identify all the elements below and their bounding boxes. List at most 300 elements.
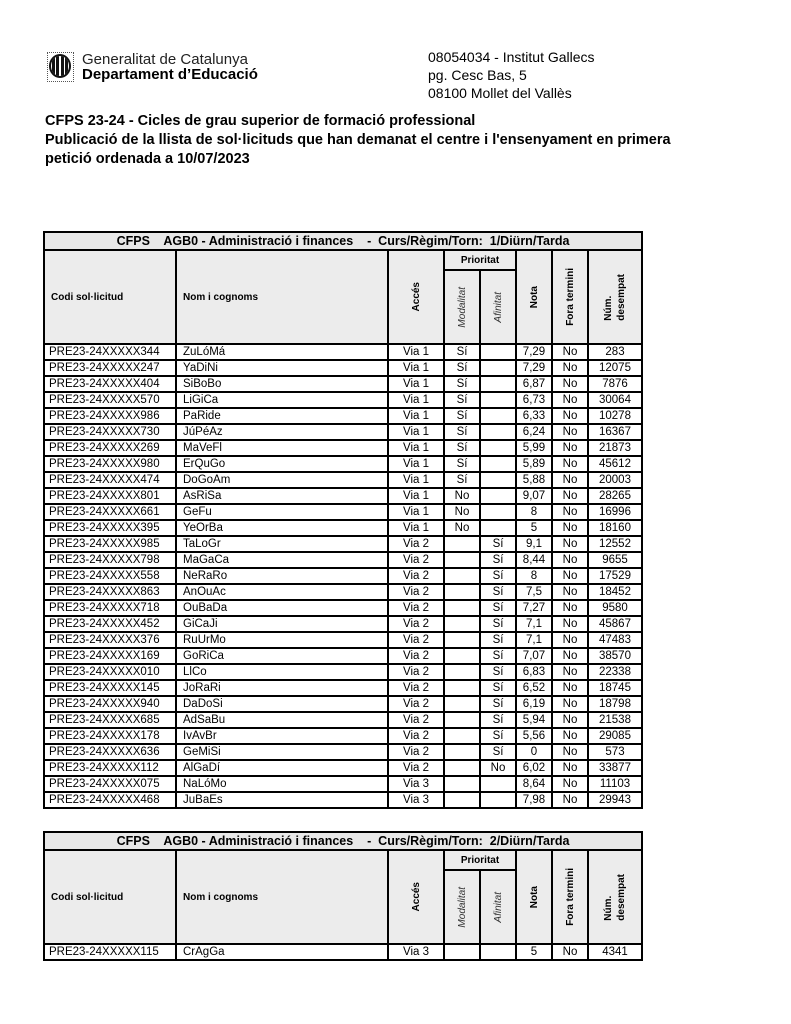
cell-late: No [552, 424, 588, 440]
cell-name: YeOrBa [176, 520, 388, 536]
cell-affinity [480, 392, 516, 408]
col-header-affinity: Afinitat [492, 291, 504, 323]
title-line-3: petició ordenada a 10/07/2023 [45, 151, 250, 167]
cell-tiebreak: 10278 [588, 408, 642, 424]
cell-code: PRE23-24XXXXX395 [44, 520, 176, 536]
cell-access: Via 2 [388, 568, 444, 584]
cell-tiebreak: 16996 [588, 504, 642, 520]
cell-tiebreak: 4341 [588, 944, 642, 960]
table-row [44, 712, 642, 728]
cell-modality [444, 632, 480, 648]
cell-tiebreak: 47483 [588, 632, 642, 648]
cell-tiebreak: 20003 [588, 472, 642, 488]
col-header-priority: Prioritat [444, 250, 516, 270]
col-header-priority: Prioritat [444, 850, 516, 870]
table-row [44, 440, 642, 456]
cell-late: No [552, 408, 588, 424]
cell-code: PRE23-24XXXXX115 [44, 944, 176, 960]
cell-modality [444, 680, 480, 696]
cell-late: No [552, 520, 588, 536]
cell-tiebreak: 9655 [588, 552, 642, 568]
table-row [44, 344, 642, 360]
cell-name: TaLoGr [176, 536, 388, 552]
cell-grade: 7,27 [516, 600, 552, 616]
cell-code: PRE23-24XXXXX269 [44, 440, 176, 456]
cell-name: YaDiNi [176, 360, 388, 376]
cell-modality [444, 712, 480, 728]
cell-late: No [552, 744, 588, 760]
cell-late: No [552, 536, 588, 552]
cell-access: Via 1 [388, 344, 444, 360]
cell-name: AnOuAc [176, 584, 388, 600]
cell-code: PRE23-24XXXXX980 [44, 456, 176, 472]
col-header-modality: Modalitat [456, 886, 468, 928]
cell-grade: 7,1 [516, 616, 552, 632]
cell-affinity: Sí [480, 536, 516, 552]
cell-tiebreak: 18798 [588, 696, 642, 712]
cell-grade: 6,33 [516, 408, 552, 424]
cell-tiebreak: 38570 [588, 648, 642, 664]
cell-tiebreak: 45612 [588, 456, 642, 472]
catalonia-emblem-icon [48, 52, 74, 82]
cell-code: PRE23-24XXXXX112 [44, 760, 176, 776]
cell-affinity: Sí [480, 680, 516, 696]
cell-code: PRE23-24XXXXX178 [44, 728, 176, 744]
cell-tiebreak: 21873 [588, 440, 642, 456]
cell-code: PRE23-24XXXXX376 [44, 632, 176, 648]
cell-affinity [480, 776, 516, 792]
cell-code: PRE23-24XXXXX636 [44, 744, 176, 760]
cell-modality [444, 728, 480, 744]
cell-code: PRE23-24XXXXX075 [44, 776, 176, 792]
cell-code: PRE23-24XXXXX452 [44, 616, 176, 632]
table-row [44, 424, 642, 440]
cell-late: No [552, 632, 588, 648]
table-row [44, 536, 642, 552]
cell-late: No [552, 696, 588, 712]
col-header-code: Codi sol·licitud [44, 850, 176, 944]
cell-grade: 8 [516, 568, 552, 584]
table-row [44, 472, 642, 488]
cell-access: Via 3 [388, 944, 444, 960]
cell-code: PRE23-24XXXXX404 [44, 376, 176, 392]
cell-affinity: Sí [480, 696, 516, 712]
table-row [44, 504, 642, 520]
cell-modality [444, 616, 480, 632]
cell-affinity: Sí [480, 744, 516, 760]
cell-affinity [480, 360, 516, 376]
cell-name: DoGoAm [176, 472, 388, 488]
col-header-code: Codi sol·licitud [44, 250, 176, 344]
cell-affinity [480, 376, 516, 392]
cell-tiebreak: 573 [588, 744, 642, 760]
cell-access: Via 2 [388, 728, 444, 744]
cell-tiebreak: 28265 [588, 488, 642, 504]
cell-name: NeRaRo [176, 568, 388, 584]
cell-late: No [552, 488, 588, 504]
cell-late: No [552, 648, 588, 664]
cell-access: Via 1 [388, 504, 444, 520]
cell-code: PRE23-24XXXXX468 [44, 792, 176, 808]
cell-affinity [480, 944, 516, 960]
cell-code: PRE23-24XXXXX344 [44, 344, 176, 360]
cell-modality: Sí [444, 392, 480, 408]
cell-grade: 6,73 [516, 392, 552, 408]
cell-grade: 7,29 [516, 360, 552, 376]
cell-code: PRE23-24XXXXX940 [44, 696, 176, 712]
cell-late: No [552, 680, 588, 696]
cell-modality [444, 648, 480, 664]
cell-modality [444, 584, 480, 600]
cell-grade: 9,07 [516, 488, 552, 504]
document-title [45, 112, 765, 169]
table-row [44, 632, 642, 648]
cell-affinity: Sí [480, 552, 516, 568]
cell-name: PaRide [176, 408, 388, 424]
cell-access: Via 1 [388, 392, 444, 408]
cell-late: No [552, 760, 588, 776]
cell-name: GoRiCa [176, 648, 388, 664]
cell-affinity [480, 472, 516, 488]
cell-modality: Sí [444, 360, 480, 376]
cell-name: JoRaRi [176, 680, 388, 696]
cell-access: Via 2 [388, 760, 444, 776]
title-line-1: CFPS 23-24 - Cicles de grau superior de formació professional [45, 113, 476, 129]
cell-access: Via 3 [388, 792, 444, 808]
table-row [44, 600, 642, 616]
cell-code: PRE23-24XXXXX474 [44, 472, 176, 488]
cell-modality: No [444, 488, 480, 504]
cell-grade: 8 [516, 504, 552, 520]
cell-affinity: Sí [480, 568, 516, 584]
cell-tiebreak: 22338 [588, 664, 642, 680]
cell-late: No [552, 392, 588, 408]
cell-modality [444, 776, 480, 792]
table-row [44, 760, 642, 776]
table-row [44, 488, 642, 504]
cell-affinity [480, 520, 516, 536]
cell-code: PRE23-24XXXXX558 [44, 568, 176, 584]
cell-affinity: Sí [480, 712, 516, 728]
cell-access: Via 1 [388, 440, 444, 456]
cell-affinity: No [480, 760, 516, 776]
cell-late: No [552, 616, 588, 632]
cell-modality [444, 744, 480, 760]
cell-tiebreak: 29943 [588, 792, 642, 808]
cell-grade: 6,87 [516, 376, 552, 392]
cell-name: LiGiCa [176, 392, 388, 408]
cell-grade: 8,64 [516, 776, 552, 792]
cell-tiebreak: 7876 [588, 376, 642, 392]
cell-affinity [480, 488, 516, 504]
col-header-grade: Nota [528, 885, 540, 909]
cell-affinity [480, 344, 516, 360]
cell-access: Via 1 [388, 456, 444, 472]
generalitat-logo [48, 52, 258, 82]
cell-access: Via 2 [388, 744, 444, 760]
cell-tiebreak: 12552 [588, 536, 642, 552]
cell-name: AdSaBu [176, 712, 388, 728]
cell-late: No [552, 728, 588, 744]
cell-grade: 6,02 [516, 760, 552, 776]
table-row [44, 456, 642, 472]
col-header-affinity: Afinitat [492, 891, 504, 923]
cell-modality [444, 664, 480, 680]
cell-name: GeFu [176, 504, 388, 520]
cell-modality: Sí [444, 424, 480, 440]
cell-tiebreak: 18452 [588, 584, 642, 600]
title-line-2: Publicació de la llista de sol·licituds que han demanat el centre i l'ensenyament en primera [45, 132, 671, 148]
cell-code: PRE23-24XXXXX661 [44, 504, 176, 520]
cell-late: No [552, 568, 588, 584]
cell-modality [444, 552, 480, 568]
cell-grade: 6,83 [516, 664, 552, 680]
cell-modality: Sí [444, 456, 480, 472]
school-name: 08054034 - Institut Gallecs [428, 49, 595, 65]
table-row [44, 376, 642, 392]
cell-access: Via 2 [388, 600, 444, 616]
cell-tiebreak: 17529 [588, 568, 642, 584]
cell-late: No [552, 440, 588, 456]
cell-modality: Sí [444, 376, 480, 392]
cell-grade: 7,07 [516, 648, 552, 664]
cell-modality [444, 568, 480, 584]
col-header-late: Fora termini [564, 868, 576, 926]
cell-affinity [480, 440, 516, 456]
cell-name: GeMiSi [176, 744, 388, 760]
cell-affinity: Sí [480, 584, 516, 600]
cell-modality: Sí [444, 472, 480, 488]
cell-code: PRE23-24XXXXX986 [44, 408, 176, 424]
cell-modality: No [444, 520, 480, 536]
cell-tiebreak: 18745 [588, 680, 642, 696]
cell-access: Via 1 [388, 520, 444, 536]
cell-grade: 7,1 [516, 632, 552, 648]
cell-grade: 6,24 [516, 424, 552, 440]
cell-late: No [552, 344, 588, 360]
table-row [44, 552, 642, 568]
cell-access: Via 1 [388, 360, 444, 376]
cell-modality [444, 944, 480, 960]
cell-grade: 5 [516, 944, 552, 960]
org-name: Generalitat de Catalunya [82, 51, 248, 68]
cell-tiebreak: 29085 [588, 728, 642, 744]
cell-late: No [552, 376, 588, 392]
cell-modality: No [444, 504, 480, 520]
cell-code: PRE23-24XXXXX010 [44, 664, 176, 680]
cell-name: AlGaDí [176, 760, 388, 776]
cell-late: No [552, 504, 588, 520]
cell-code: PRE23-24XXXXX985 [44, 536, 176, 552]
cell-affinity: Sí [480, 664, 516, 680]
cell-code: PRE23-24XXXXX145 [44, 680, 176, 696]
cell-late: No [552, 664, 588, 680]
cell-name: DaDoSi [176, 696, 388, 712]
table-row [44, 616, 642, 632]
applications-table-2 [43, 831, 643, 961]
cell-name: ErQuGo [176, 456, 388, 472]
cell-tiebreak: 45867 [588, 616, 642, 632]
cell-access: Via 1 [388, 488, 444, 504]
cell-modality [444, 536, 480, 552]
cell-modality [444, 792, 480, 808]
cell-access: Via 1 [388, 376, 444, 392]
cell-late: No [552, 944, 588, 960]
col-header-modality: Modalitat [456, 286, 468, 328]
cell-name: MaVeFl [176, 440, 388, 456]
table-row [44, 776, 642, 792]
table-row [44, 408, 642, 424]
cell-name: NaLóMo [176, 776, 388, 792]
cell-access: Via 2 [388, 648, 444, 664]
school-address [428, 48, 595, 102]
cell-grade: 5 [516, 520, 552, 536]
cell-modality: Sí [444, 440, 480, 456]
cell-access: Via 2 [388, 696, 444, 712]
cell-affinity [480, 456, 516, 472]
table-row [44, 520, 642, 536]
cell-access: Via 1 [388, 408, 444, 424]
table-row [44, 360, 642, 376]
cell-access: Via 2 [388, 536, 444, 552]
cell-late: No [552, 712, 588, 728]
cell-grade: 9,1 [516, 536, 552, 552]
cell-tiebreak: 18160 [588, 520, 642, 536]
applications-table-1 [43, 231, 643, 809]
cell-access: Via 2 [388, 632, 444, 648]
cell-grade: 7,5 [516, 584, 552, 600]
cell-grade: 6,19 [516, 696, 552, 712]
cell-modality [444, 696, 480, 712]
col-header-late: Fora termini [564, 268, 576, 326]
cell-affinity: Sí [480, 632, 516, 648]
cell-access: Via 2 [388, 680, 444, 696]
col-header-tiebreak: Núm. desempat [603, 873, 627, 921]
cell-modality: Sí [444, 344, 480, 360]
cell-late: No [552, 472, 588, 488]
cell-code: PRE23-24XXXXX247 [44, 360, 176, 376]
cell-code: PRE23-24XXXXX730 [44, 424, 176, 440]
cell-name: AsRiSa [176, 488, 388, 504]
cell-grade: 8,44 [516, 552, 552, 568]
table-row [44, 568, 642, 584]
school-city: 08100 Mollet del Vallès [428, 85, 572, 101]
col-header-tiebreak: Núm. desempat [603, 273, 627, 321]
col-header-access: Accés [410, 882, 422, 912]
cell-code: PRE23-24XXXXX718 [44, 600, 176, 616]
cell-affinity [480, 504, 516, 520]
cell-late: No [552, 456, 588, 472]
table-row [44, 648, 642, 664]
cell-grade: 0 [516, 744, 552, 760]
table-caption: CFPS AGB0 - Administració i finances - Curs/Règim/Torn: 1/Diürn/Tarda [44, 232, 642, 250]
cell-grade: 5,99 [516, 440, 552, 456]
cell-affinity [480, 792, 516, 808]
table-row [44, 744, 642, 760]
cell-grade: 5,89 [516, 456, 552, 472]
table-row [44, 680, 642, 696]
col-header-name: Nom i cognoms [176, 250, 388, 344]
table-row [44, 792, 642, 808]
cell-name: JúPéAz [176, 424, 388, 440]
cell-name: LlCo [176, 664, 388, 680]
cell-code: PRE23-24XXXXX169 [44, 648, 176, 664]
cell-grade: 5,94 [516, 712, 552, 728]
cell-late: No [552, 360, 588, 376]
cell-access: Via 2 [388, 616, 444, 632]
cell-modality: Sí [444, 408, 480, 424]
cell-modality [444, 760, 480, 776]
table-row [44, 664, 642, 680]
cell-late: No [552, 552, 588, 568]
cell-grade: 5,56 [516, 728, 552, 744]
cell-late: No [552, 600, 588, 616]
cell-tiebreak: 283 [588, 344, 642, 360]
cell-tiebreak: 11103 [588, 776, 642, 792]
col-header-name: Nom i cognoms [176, 850, 388, 944]
cell-name: SiBoBo [176, 376, 388, 392]
cell-tiebreak: 9580 [588, 600, 642, 616]
department-name: Departament d’Educació [82, 66, 258, 83]
cell-code: PRE23-24XXXXX570 [44, 392, 176, 408]
cell-grade: 7,98 [516, 792, 552, 808]
cell-access: Via 3 [388, 776, 444, 792]
cell-grade: 6,52 [516, 680, 552, 696]
cell-access: Via 1 [388, 472, 444, 488]
col-header-access: Accés [410, 282, 422, 312]
col-header-grade: Nota [528, 285, 540, 309]
cell-code: PRE23-24XXXXX863 [44, 584, 176, 600]
cell-code: PRE23-24XXXXX685 [44, 712, 176, 728]
cell-affinity: Sí [480, 616, 516, 632]
cell-name: RuUrMo [176, 632, 388, 648]
cell-late: No [552, 584, 588, 600]
table-row [44, 728, 642, 744]
cell-late: No [552, 792, 588, 808]
cell-affinity: Sí [480, 648, 516, 664]
table-row [44, 392, 642, 408]
school-street: pg. Cesc Bas, 5 [428, 67, 527, 83]
cell-name: ZuLóMá [176, 344, 388, 360]
cell-modality [444, 600, 480, 616]
cell-access: Via 1 [388, 424, 444, 440]
cell-affinity [480, 408, 516, 424]
cell-grade: 7,29 [516, 344, 552, 360]
cell-name: CrAgGa [176, 944, 388, 960]
table-caption: CFPS AGB0 - Administració i finances - Curs/Règim/Torn: 2/Diürn/Tarda [44, 832, 642, 850]
cell-tiebreak: 12075 [588, 360, 642, 376]
cell-name: OuBaDa [176, 600, 388, 616]
cell-tiebreak: 33877 [588, 760, 642, 776]
cell-access: Via 2 [388, 664, 444, 680]
cell-code: PRE23-24XXXXX798 [44, 552, 176, 568]
table-row [44, 944, 642, 960]
cell-access: Via 2 [388, 584, 444, 600]
cell-affinity: Sí [480, 600, 516, 616]
cell-affinity [480, 424, 516, 440]
cell-code: PRE23-24XXXXX801 [44, 488, 176, 504]
cell-late: No [552, 776, 588, 792]
cell-name: MaGaCa [176, 552, 388, 568]
cell-tiebreak: 21538 [588, 712, 642, 728]
cell-tiebreak: 16367 [588, 424, 642, 440]
cell-name: GiCaJi [176, 616, 388, 632]
table-row [44, 584, 642, 600]
cell-name: IvAvBr [176, 728, 388, 744]
table-row [44, 696, 642, 712]
cell-grade: 5,88 [516, 472, 552, 488]
cell-access: Via 2 [388, 712, 444, 728]
